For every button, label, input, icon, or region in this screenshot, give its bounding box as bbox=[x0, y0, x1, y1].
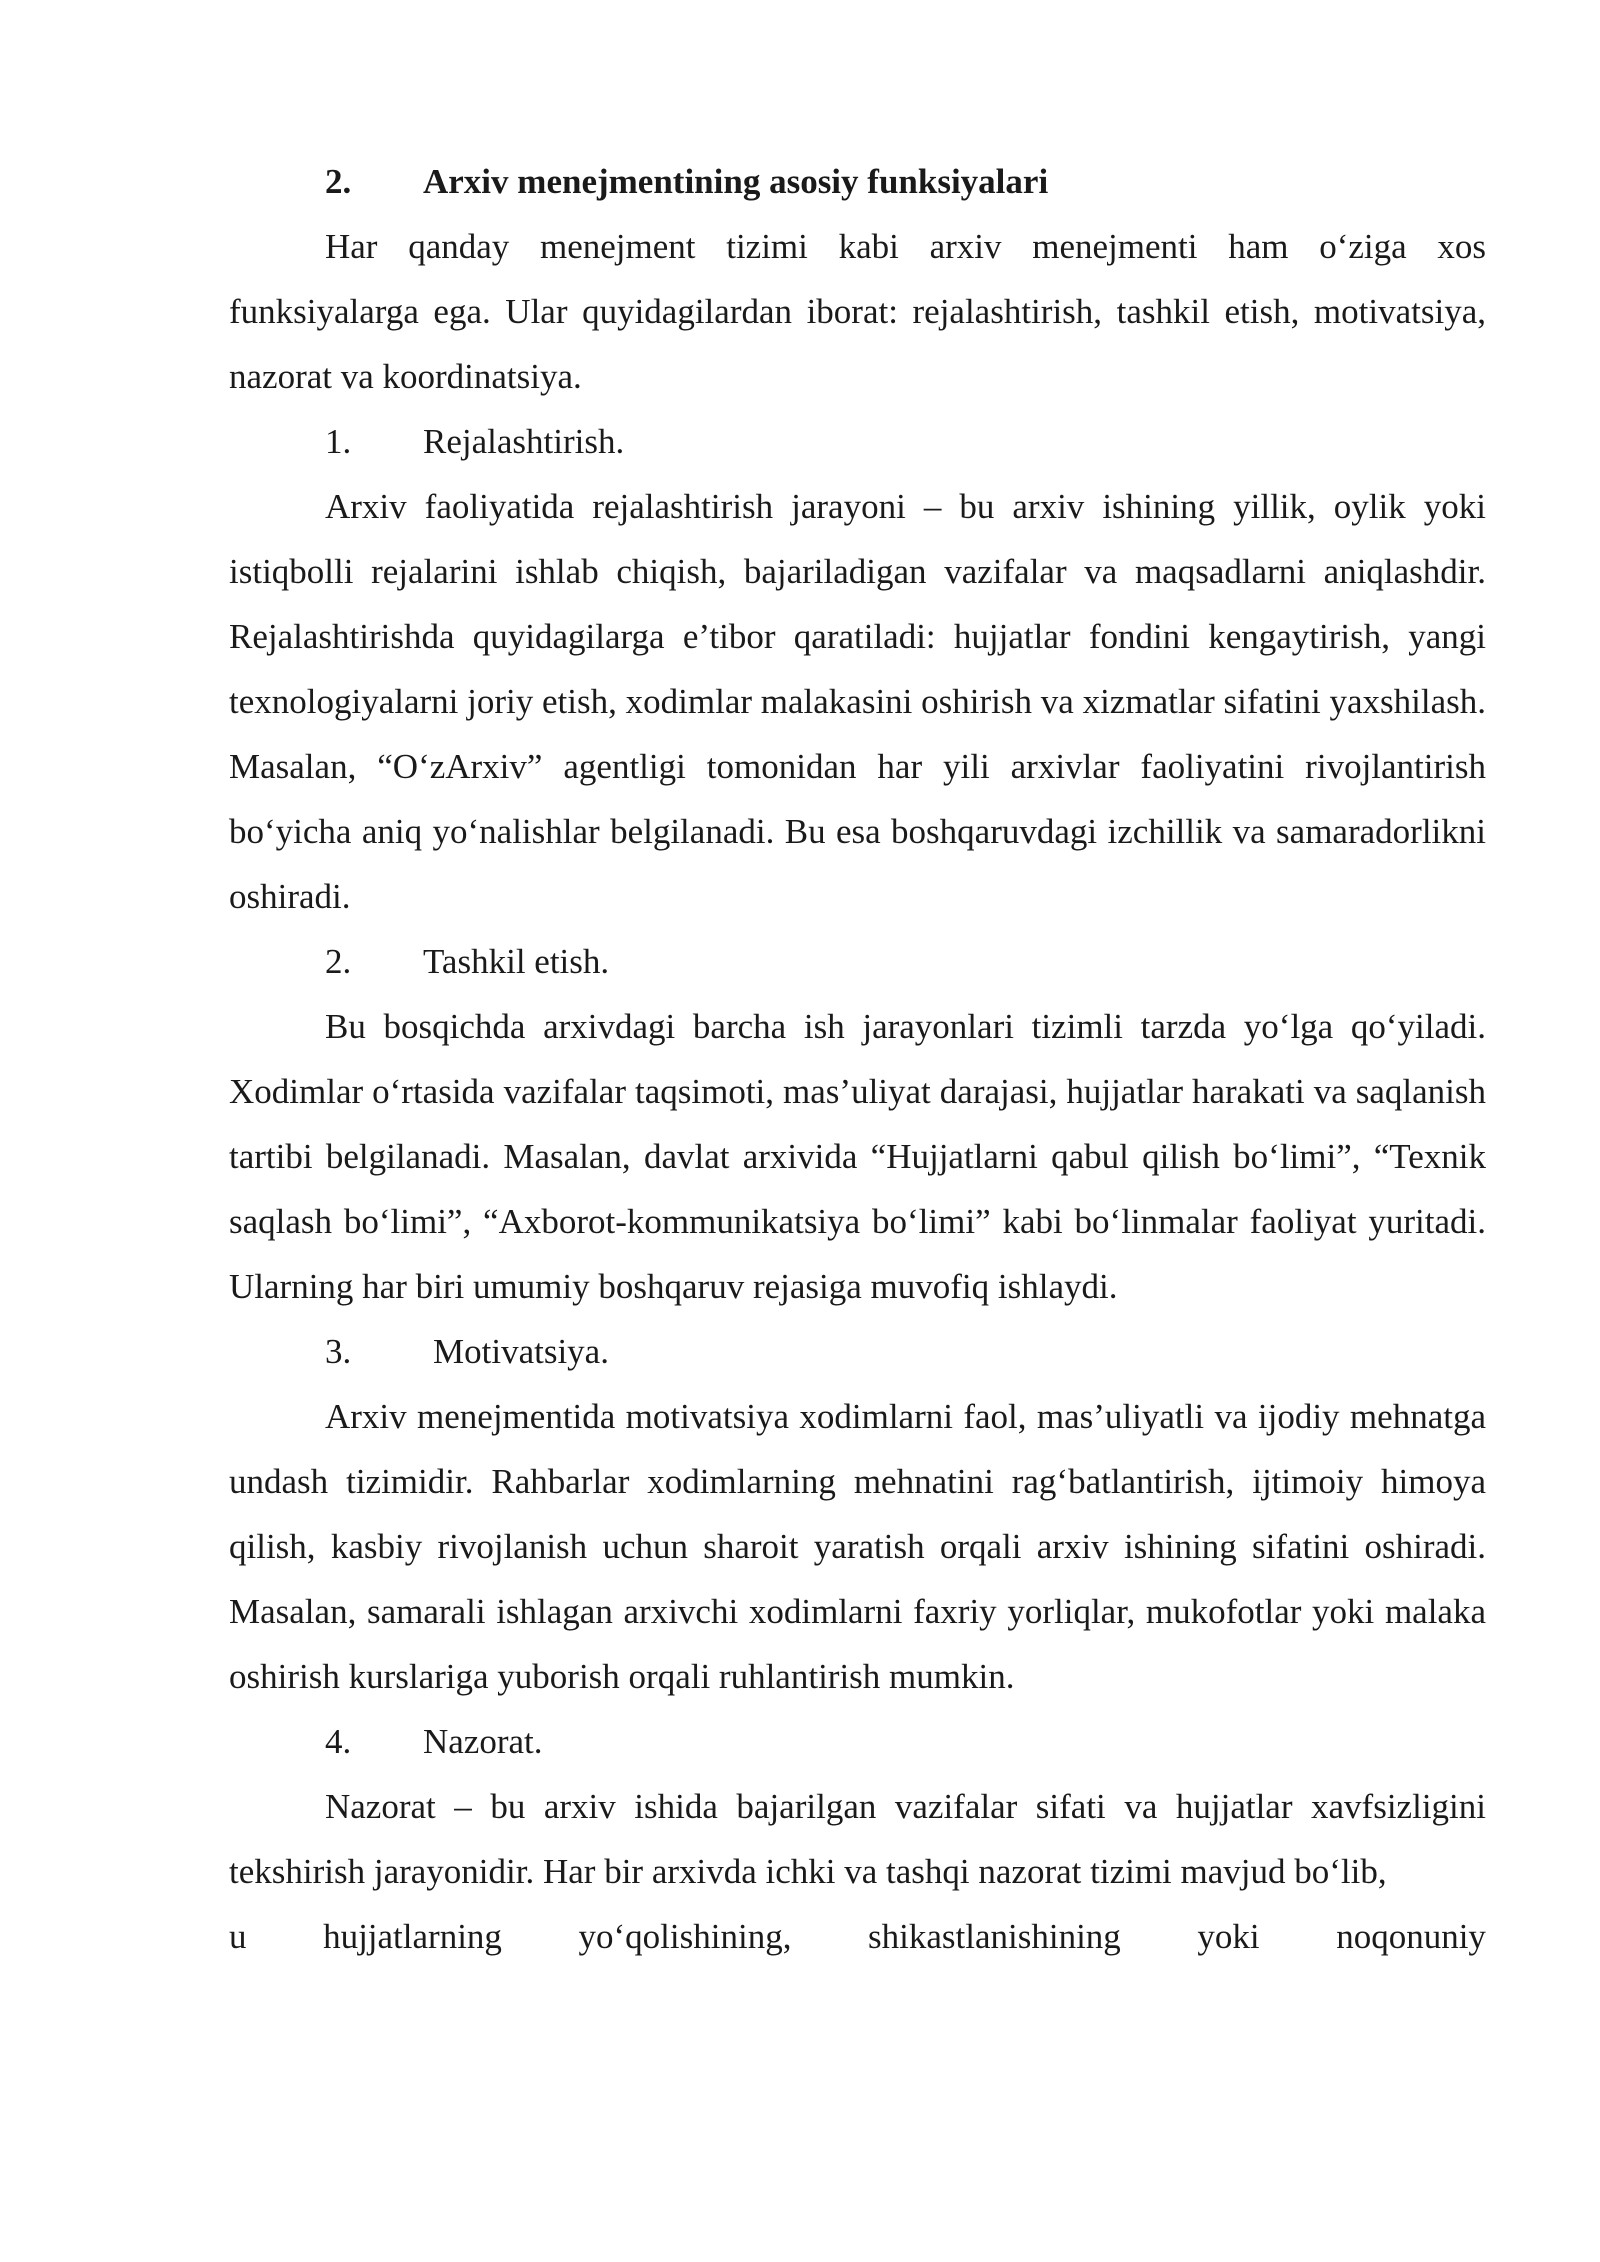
section-title: Arxiv menejmentining asosiy funksiyalari bbox=[423, 162, 1049, 201]
last-line bbox=[229, 1904, 1486, 1969]
last-line-word: u bbox=[229, 1917, 247, 1956]
last-line-word: yo‘qolishining, bbox=[578, 1917, 792, 1956]
item-title: Rejalashtirish. bbox=[423, 422, 625, 461]
item-heading-motivation bbox=[229, 1319, 1486, 1384]
item-title: Tashkil etish. bbox=[423, 942, 610, 981]
item-number: 1. bbox=[325, 422, 352, 461]
section-number: 2. bbox=[325, 162, 352, 201]
item-title: Motivatsiya. bbox=[433, 1332, 609, 1371]
item-heading-organizing bbox=[229, 929, 1486, 994]
last-line-word: noqonuniy bbox=[1336, 1917, 1486, 1956]
item-number: 2. bbox=[325, 942, 352, 981]
last-line-word: shikastlanishining bbox=[868, 1917, 1121, 1956]
item-number: 4. bbox=[325, 1722, 352, 1761]
item-heading-planning bbox=[229, 409, 1486, 474]
intro-paragraph: Har qanday menejment tizimi kabi arxiv menejmenti ham o‘ziga xos funksiyalarga ega. Ular quyidagilardan iborat: rejalashtirish, tashkil etish, motivatsiya, nazorat va koordinatsiya. bbox=[229, 227, 1486, 396]
document-body bbox=[229, 149, 1486, 1969]
item-body-planning: Arxiv faoliyatida rejalashtirish jarayoni – bu arxiv ishining yillik, oylik yoki istiqbolli rejalarini ishlab chiqish, bajariladigan vazifalar va maqsadlarni aniqlashdir. Rejalashtirishda quyidagilarga e’tibor qaratiladi: hujjatlar fondini kengaytirish, yangi texnologiyalarni joriy etish, xodimlar malakasini oshirish va xizmatlar sifatini yaxshilash. Masalan, “O‘zArxiv” agentligi tomonidan har yili arxivlar faoliyatini rivojlantirish bo‘yicha aniq yo‘nalishlar belgilanadi. Bu esa boshqaruvdagi izchillik va samaradorlikni oshiradi. bbox=[229, 487, 1486, 916]
item-title: Nazorat. bbox=[423, 1722, 543, 1761]
item-heading-control bbox=[229, 1709, 1486, 1774]
last-line-word: hujjatlarning bbox=[323, 1917, 502, 1956]
last-line-word: yoki bbox=[1197, 1917, 1260, 1956]
section-heading bbox=[229, 149, 1486, 214]
item-body-motivation: Arxiv menejmentida motivatsiya xodimlarni faol, mas’uliyatli va ijodiy mehnatga undash tizimidir. Rahbarlar xodimlarning mehnatini rag‘batlantirish, ijtimoiy himoya qilish, kasbiy rivojlanish uchun sharoit yaratish orqali arxiv ishining sifatini oshiradi. Masalan, samarali ishlagan arxivchi xodimlarni faxriy yorliqlar, mukofotlar yoki malaka oshirish kurslariga yuborish orqali ruhlantirish mumkin. bbox=[229, 1397, 1486, 1696]
item-body-organizing: Bu bosqichda arxivdagi barcha ish jarayonlari tizimli tarzda yo‘lga qo‘yiladi. Xodimlar o‘rtasida vazifalar taqsimoti, mas’uliyat darajasi, hujjatlar harakati va saqlanish tartibi belgilanadi. Masalan, davlat arxivida “Hujjatlarni qabul qilish bo‘limi”, “Texnik saqlash bo‘limi”, “Axborot-kommunikatsiya bo‘limi” kabi bo‘linmalar faoliyat yuritadi. Ularning har biri umumiy boshqaruv rejasiga muvofiq ishlaydi. bbox=[229, 1007, 1486, 1306]
item-body-control: Nazorat – bu arxiv ishida bajarilgan vazifalar sifati va hujjatlar xavfsizligini tekshirish jarayonidir. Har bir arxivda ichki va tashqi nazorat tizimi mavjud bo‘lib, bbox=[229, 1787, 1486, 1891]
item-number: 3. bbox=[325, 1332, 352, 1371]
